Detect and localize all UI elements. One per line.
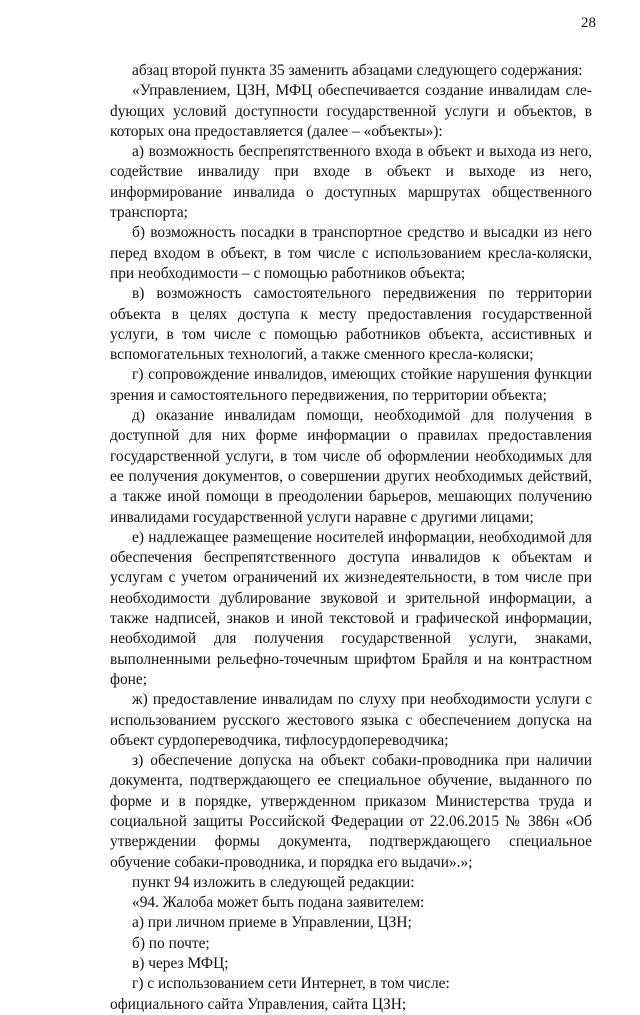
paragraph-item-g: г) сопровождение инвалидов, имеющих стойкие нарушения функции зрения и самостоятельного передвижения, по территории объекта; xyxy=(110,366,592,404)
paragraph-item-v: в) возможность самостоятельного передвижения по территории объекта в целях доступа к месту предоставления государственной услуги, в том числе с помощью работников объекта, ассистивных и вспомогательных технологий, а также сменного кресла-коляски; xyxy=(110,285,592,364)
document-body xyxy=(110,61,592,1015)
paragraph-item-b: б) возможность посадки в транспортное средство и высадки из него перед входом в объект, в том числе с использованием кресла-коляски, при необходимости – с помощью работников объекта; xyxy=(110,224,592,282)
paragraph-complaint-item-a: а) при личном приеме в Управлении, ЦЗН; xyxy=(132,914,412,932)
page-number: 28 xyxy=(581,15,596,31)
paragraph-official-site: официального сайта Управления, сайта ЦЗН; xyxy=(110,995,407,1013)
paragraph-complaint-item-g: г) с использованием сети Интернет, в том числе: xyxy=(132,975,450,993)
paragraph-accessibility-conditions: «Управлением, ЦЗН, МФЦ обеспечивается создание инвалидам слеdующих условий доступности государственной услуги и объектов, в которых она предоставляется (далее – «объекты»): xyxy=(110,82,592,140)
paragraph-item-zh: ж) предоставление инвалидам по слуху при необходимости услуги с использованием русского жестового языка с обеспечением допуска на объект сурдопереводчика, тифлосурдопереводчика; xyxy=(110,691,592,749)
paragraph-point-94-heading: «94. Жалоба может быть подана заявителем: xyxy=(132,894,425,912)
paragraph-item-z: з) обеспечение допуска на объект собаки-проводника при наличии документа, подтверждающего ее специальное обучение, выданного по форме и в порядке, утвержденном приказом Министерства труда и социальной защиты Российской Федерации от 22.06.2015 № 386н «Об утверждении формы документа, подтверждающего специальное обучение собаки-проводника, и порядка его выдачи».»; xyxy=(110,752,592,871)
paragraph-complaint-item-v: в) через МФЦ; xyxy=(132,955,229,973)
paragraph-point-94-intro: пункт 94 изложить в следующей редакции: xyxy=(132,873,415,891)
paragraph-item-a: а) возможность беспрепятственного входа в объект и выхода из него, содействие инвалиду при входе в объект и выходе из него, информирование инвалида о доступных маршрутах общественного транспорта; xyxy=(110,143,592,222)
paragraph-item-e: е) надлежащее размещение носителей информации, необходимой для обеспечения беспрепятственного доступа инвалидов к объектам и услугам с учетом ограничений их жизнедеятельности, в том числе при необходимости дублирование звуковой и зрительной информации, а также надписей, знаков и иной текстовой и графической информации, необходимой для получения государственной услуги, знаками, выполненными рельефно-точечным шрифтом Брайля и на контрастном фоне; xyxy=(110,528,592,688)
paragraph-complaint-item-b: б) по почте; xyxy=(132,934,210,952)
paragraph-item-d: д) оказание инвалидам помощи, необходимой для получения в доступной для них форме информации о правилах предоставления государственной услуги, в том числе об оформлении необходимых для ее получения документов, о совершении других необходимых действий, а также иной помощи в преодолении барьеров, мешающих получению инвалидами государственной услуги наравне с другими лицами; xyxy=(110,407,592,526)
paragraph-amendment-intro: абзац второй пункта 35 заменить абзацами следующего содержания: xyxy=(132,62,583,79)
